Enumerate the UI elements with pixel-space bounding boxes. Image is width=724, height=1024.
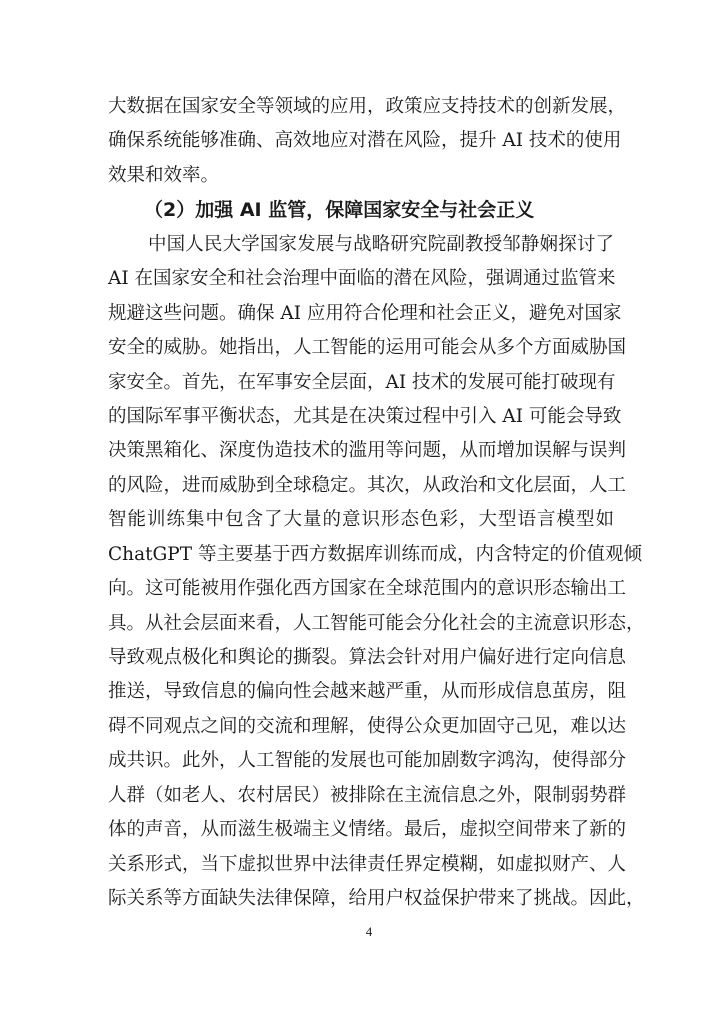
paragraph-line: 成共识。此外，人工智能的发展也可能加剧数字鸿沟，使得部分 xyxy=(108,750,627,772)
paragraph-line: 智能训练集中包含了大量的意识形态色彩，大型语言模型如 xyxy=(108,509,614,531)
page-number: 4 xyxy=(365,924,373,939)
paragraph-line: 的风险，进而威胁到全球稳定。其次，从政治和文化层面，人工 xyxy=(108,474,627,496)
paragraph-line: 关系形式，当下虚拟世界中法律责任界定模糊，如虚拟财产、人 xyxy=(108,853,627,875)
paragraph-line: 家安全。首先，在军事安全层面，AI 技术的发展可能打破现有 xyxy=(108,371,616,393)
paragraph-line: 碍不同观点之间的交流和理解，使得公众更加固守己见，难以达 xyxy=(108,715,627,737)
paragraph-line: 人群（如老人、农村居民）被排除在主流信息之外，限制弱势群 xyxy=(108,784,627,806)
paragraph-line: 规避这些问题。确保 AI 应用符合伦理和社会正义，避免对国家 xyxy=(108,302,622,324)
paragraph-line: 体的声音，从而滋生极端主义情绪。最后，虚拟空间带来了新的 xyxy=(108,819,627,841)
paragraph-line: 决策黑箱化、深度伪造技术的滥用等问题，从而增加误解与误判 xyxy=(108,440,627,462)
paragraph-line: 大数据在国家安全等领域的应用，政策应支持技术的创新发展， xyxy=(108,96,627,117)
paragraph-line: 的国际军事平衡状态，尤其是在决策过程中引入 AI 可能会导致 xyxy=(108,405,622,427)
document-body xyxy=(108,90,645,917)
paragraph-line: ChatGPT 等主要基于西方数据库训练而成，内含特定的价值观倾 xyxy=(108,543,642,565)
paragraph-line: 安全的威胁。她指出，人工智能的运用可能会从多个方面威胁国 xyxy=(108,337,627,359)
paragraph-line: 中国人民大学国家发展与战略研究院副教授邹静娴探讨了 xyxy=(148,233,614,255)
paragraph-line: 导致观点极化和舆论的撕裂。算法会针对用户偏好进行定向信息 xyxy=(108,647,627,668)
paragraph-line: AI 在国家安全和社会治理中面临的潜在风险，强调通过监管来 xyxy=(108,268,616,290)
paragraph-line: 具。从社会层面来看，人工智能可能会分化社会的主流意识形态， xyxy=(108,612,645,634)
paragraph-line: 效果和效率。 xyxy=(108,164,220,186)
paragraph-line: 际关系等方面缺失法律保障，给用户权益保护带来了挑战。因此， xyxy=(108,888,645,910)
paragraph-line: 向。这可能被用作强化西方国家在全球范围内的意识形态输出工 xyxy=(108,578,627,600)
section-heading: （2）加强 AI 监管，保障国家安全与社会正义 xyxy=(144,199,535,222)
paragraph-line: 确保系统能够准确、高效地应对潜在风险，提升 AI 技术的使用 xyxy=(108,130,622,152)
paragraph-line: 推送，导致信息的偏向性会越来越严重，从而形成信息茧房，阻 xyxy=(108,681,627,703)
